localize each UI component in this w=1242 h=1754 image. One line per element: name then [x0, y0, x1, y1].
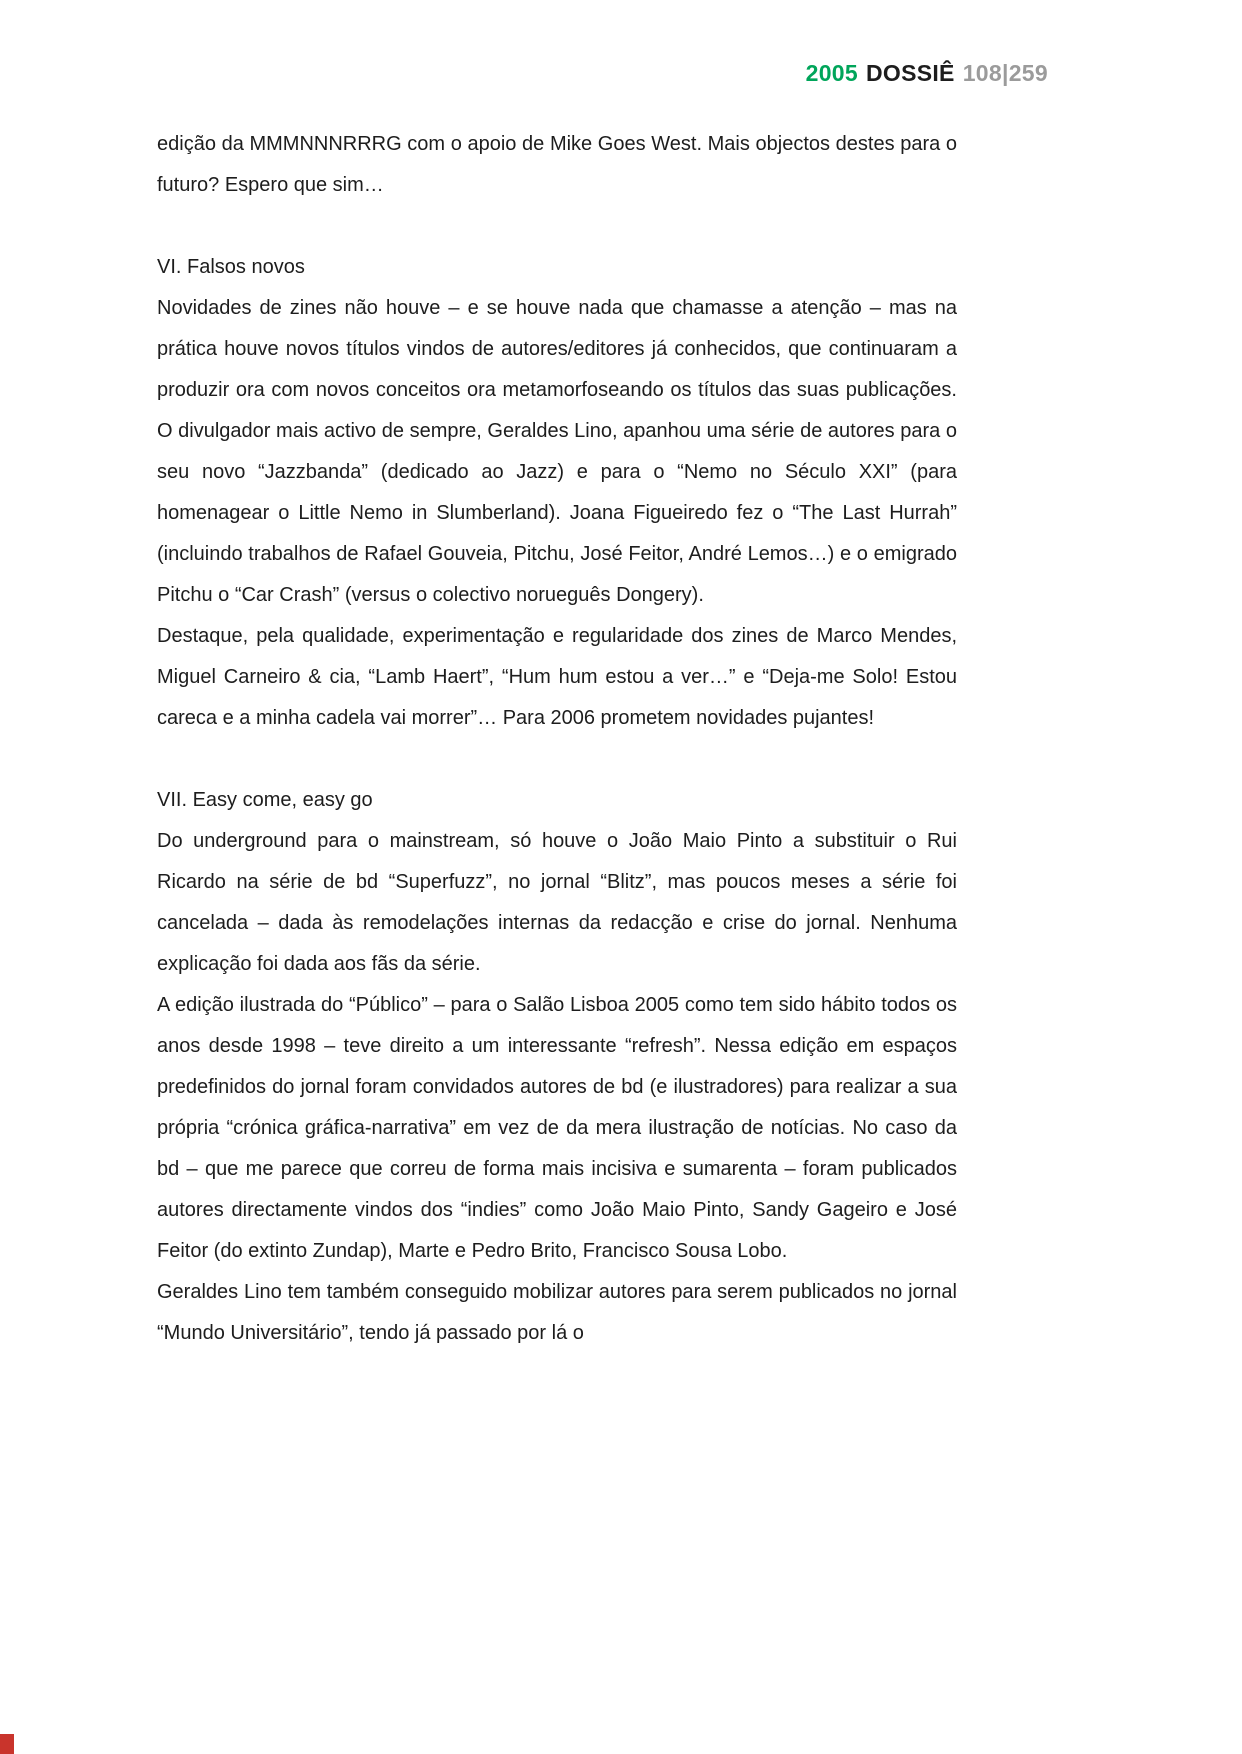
page-header	[806, 60, 1048, 87]
header-page-number: 108|259	[962, 60, 1048, 86]
page-edge-mark	[0, 1734, 14, 1754]
header-section-title: DOSSIÊ	[865, 60, 955, 86]
section-heading: VII. Easy come, easy go	[157, 789, 373, 811]
paragraph: Do underground para o mainstream, só houve o João Maio Pinto a substituir o Rui Ricardo na série de bd “Superfuzz”, no jornal “Blitz”, mas poucos meses a série foi cancelada – dada às remodelações internas da redacção e crise do jornal. Nenhuma explicação foi dada aos fãs da série.	[157, 830, 957, 975]
paragraph: Destaque, pela qualidade, experimentação e regularidade dos zines de Marco Mendes, Miguel Carneiro & cia, “Lamb Haert”, “Hum hum estou a ver…” e “Deja-me Solo! Estou careca e a minha cadela vai morrer”… Para 2006 prometem novidades pujantes!	[157, 625, 957, 729]
document-body	[157, 124, 957, 1354]
section-heading: VI. Falsos novos	[157, 256, 305, 278]
header-year: 2005	[805, 60, 858, 86]
paragraph: Geraldes Lino tem também conseguido mobilizar autores para serem publicados no jornal “Mundo Universitário”, tendo já passado por lá o	[157, 1281, 957, 1344]
paragraph: Novidades de zines não houve – e se houve nada que chamasse a atenção – mas na prática houve novos títulos vindos de autores/editores já conhecidos, que continuaram a produzir ora com novos conceitos ora metamorfoseando os títulos das suas publicações. O divulgador mais activo de sempre, Geraldes Lino, apanhou uma série de autores para o seu novo “Jazzbanda” (dedicado ao Jazz) e para o “Nemo no Século XXI” (para homenagear o Little Nemo in Slumberland). Joana Figueiredo fez o “The Last Hurrah” (incluindo trabalhos de Rafael Gouveia, Pitchu, José Feitor, André Lemos…) e o emigrado Pitchu o “Car Crash” (versus o colectivo norueguês Dongery).	[157, 297, 957, 606]
paragraph: edição da MMMNNNRRRG com o apoio de Mike Goes West. Mais objectos destes para o futuro? Espero que sim…	[157, 133, 957, 196]
paragraph: A edição ilustrada do “Público” – para o Salão Lisboa 2005 como tem sido hábito todos os anos desde 1998 – teve direito a um interessante “refresh”. Nessa edição em espaços predefinidos do jornal foram convidados autores de bd (e ilustradores) para realizar a sua própria “crónica gráfica-narrativa” em vez de da mera ilustração de notícias. No caso da bd – que me parece que correu de forma mais incisiva e sumarenta – foram publicados autores directamente vindos dos “indies” como João Maio Pinto, Sandy Gageiro e José Feitor (do extinto Zundap), Marte e Pedro Brito, Francisco Sousa Lobo.	[157, 994, 957, 1262]
